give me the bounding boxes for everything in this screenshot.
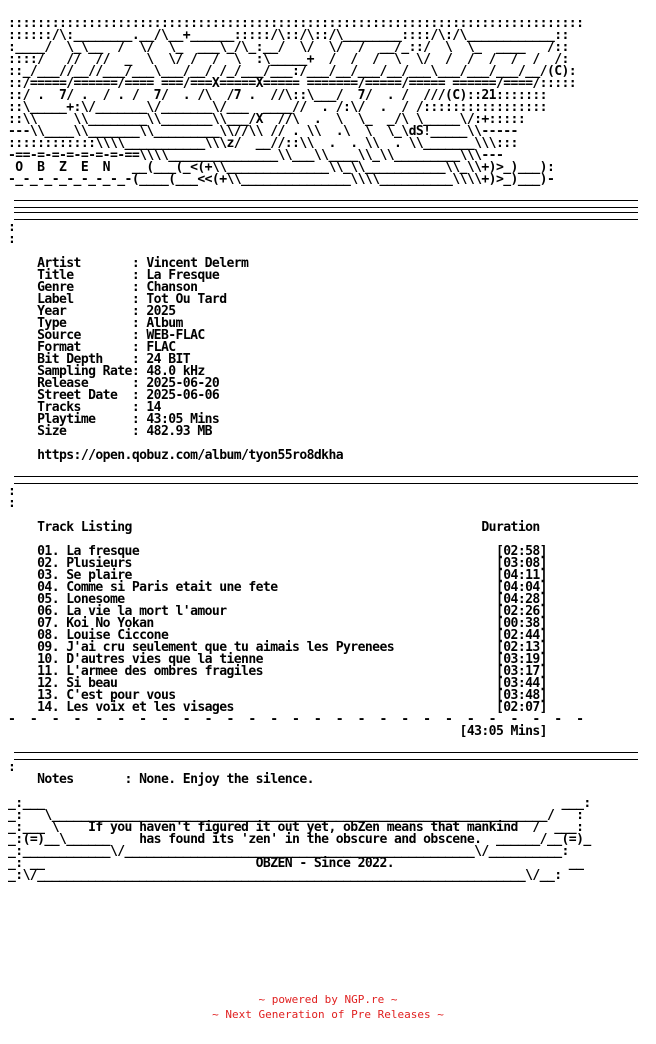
logo-art-line: ::\_____+:\/_______\/_______\/___ ____// . /:\/ . / /::::::::::::::::: [8, 100, 547, 115]
info-release: Release : 2025-06-20 [8, 376, 220, 391]
info-playtime: Playtime : 43:05 Mins [8, 412, 220, 427]
track-row: 01. La fresque [02:58] [8, 544, 547, 559]
motto-frame: _: \____________________________________________________________________/ : [8, 808, 584, 823]
track-row: 06. La vie la mort l'amour [02:26] [8, 604, 547, 619]
logo-art-line: :____/ \_\__ / \/ \_ ___\_/\_:__/ \/ \/ / __/_::/ \ \_ ____ /:: [8, 40, 569, 55]
tracklist-total: [43:05 Mins] [8, 724, 547, 739]
section-divider [8, 474, 648, 486]
info-bit-depth: Bit Depth : 24 BIT [8, 352, 191, 367]
info-genre: Genre : Chanson [8, 280, 198, 295]
track-row: 07. Koi No Yokan [00:38] [8, 616, 547, 631]
logo-art-line: ::\\ \\________\\_______\\___/X //\ . \ \_ _/\ \_____\/:+::::: [8, 112, 526, 127]
track-row: 13. C'est pour vous [03:48] [8, 688, 547, 703]
info-street-date: Street Date : 2025-06-06 [8, 388, 220, 403]
logo-art-line: -_-_-_-_-_-_-_-_-(____(___<<(+\\_______________\\\\__________\\\\+)>_)___)- [8, 172, 555, 187]
logo-art-line: ---\\____\\_______\\_________\\//\\ // . \\ .\ \ \_\dS!_____\\----- [8, 124, 518, 139]
track-row: 14. Les voix et les visages [02:07] [8, 700, 547, 715]
info-sampling-rate: Sampling Rate: 48.0 kHz [8, 364, 205, 379]
since-frame: _:\/___________________________________________________________________\/__: [8, 868, 562, 883]
info-source: Source : WEB-FLAC [8, 328, 205, 343]
logo-art-line: -==-=-=-=-=-=-=-==\\\\_______________\\___\\____\\_\\_________\\\--- [8, 148, 504, 163]
blank: : [8, 220, 16, 235]
since-line: _: __ OBZEN - Since 2022. __ [8, 856, 591, 871]
info-format: Format : FLAC [8, 340, 176, 355]
logo-art-line: O B Z E N __(___(_<(+\\______________\\_\\___________\\_\\+)>_)___): [8, 160, 555, 175]
footer-powered-by: ~ powered by NGP.re ~ [258, 993, 398, 1006]
track-row: 02. Plusieurs [03:08] [8, 556, 547, 571]
blank: : [8, 496, 16, 511]
info-year: Year : 2025 [8, 304, 176, 319]
info-label: Label : Tot Ou Tard [8, 292, 227, 307]
blank: : [8, 760, 16, 775]
motto-line-2: _:(=)__\______ has found its 'zen' in the obscure and obscene. ______/__(=)_ [8, 832, 591, 847]
track-row: 12. Si beau [03:44] [8, 676, 547, 691]
logo-art-line: ::::::/\:________.__/\__+______:::::/\::/\::/\________::::/\:/\____________:: [8, 28, 569, 43]
blank [8, 738, 648, 750]
track-row: 04. Comme si Paris etait une fete [04:04] [8, 580, 547, 595]
logo-art-line: ::_/___//__//___/___\___/__/ /_/___/___:/___/__/___/__/___\___/___/___/__/(C): [8, 64, 577, 79]
dash-line: - - - - - - - - - - - - - - - - - - - - - - - - - - - [8, 712, 584, 727]
motto-frame: _:____________\/________________________________________________\/__________: [8, 844, 569, 859]
logo-art-line: ::::::::::::::::::::::::::::::::::::::::::::::::::::::::::::::::::::::::::::::: [8, 16, 584, 31]
blank [8, 462, 648, 474]
track-row: 08. Louise Ciccone [02:44] [8, 628, 547, 643]
info-title: Title : La Fresque [8, 268, 220, 283]
info-type: Type : Album [8, 316, 183, 331]
track-row: 10. D'autres vies que la tienne [03:19] [8, 652, 547, 667]
logo-art-line: ::::/ // // _ \ \/ / / \ :\_____+ / / / \ \/ / / / / / /: [8, 52, 569, 67]
logo-art-line: ::/=====/======/==== ===/===X=====X===== =======/=====/===== ======/====/::::: [8, 76, 577, 91]
section-divider [8, 210, 648, 222]
album-url: https://open.qobuz.com/album/tyon55ro8dkha [8, 448, 344, 463]
track-row: 05. Lonesome [04:28] [8, 592, 547, 607]
track-row: 11. L'armee des ombres fragiles [03:17] [8, 664, 547, 679]
footer-tagline: ~ Next Generation of Pre Releases ~ [212, 1008, 444, 1021]
info-artist: Artist : Vincent Delerm [8, 256, 249, 271]
motto-frame: _:___ ___: [8, 796, 591, 811]
track-row: 09. J'ai cru seulement que tu aimais les Pyrenees [02:13] [8, 640, 547, 655]
nfo-document [8, 18, 648, 882]
track-row: 03. Se plaire [04:11] [8, 568, 547, 583]
motto-line-1: _:___ \ If you haven't figured it out yet, obZen means that mankind / ___: [8, 820, 584, 835]
blank: : [8, 484, 16, 499]
blank [8, 186, 648, 198]
notes: Notes : None. Enjoy the silence. [8, 772, 314, 787]
logo-art-line: ::::::::::::\\\\___________\\\z/ __//::\\ . . \\ . \\_______\\\::: [8, 136, 518, 151]
blank: : [8, 232, 16, 247]
info-tracks: Tracks : 14 [8, 400, 161, 415]
section-divider [8, 198, 648, 210]
logo-art-line: ::/ . 7/ . / . / 7/ . /\ /7 . //\::\___/ 7/ . / ///(C)::21::::::: [8, 88, 547, 103]
tracklist-header: Track Listing Duration [8, 520, 540, 535]
section-divider [8, 750, 648, 762]
info-size: Size : 482.93 MB [8, 424, 212, 439]
